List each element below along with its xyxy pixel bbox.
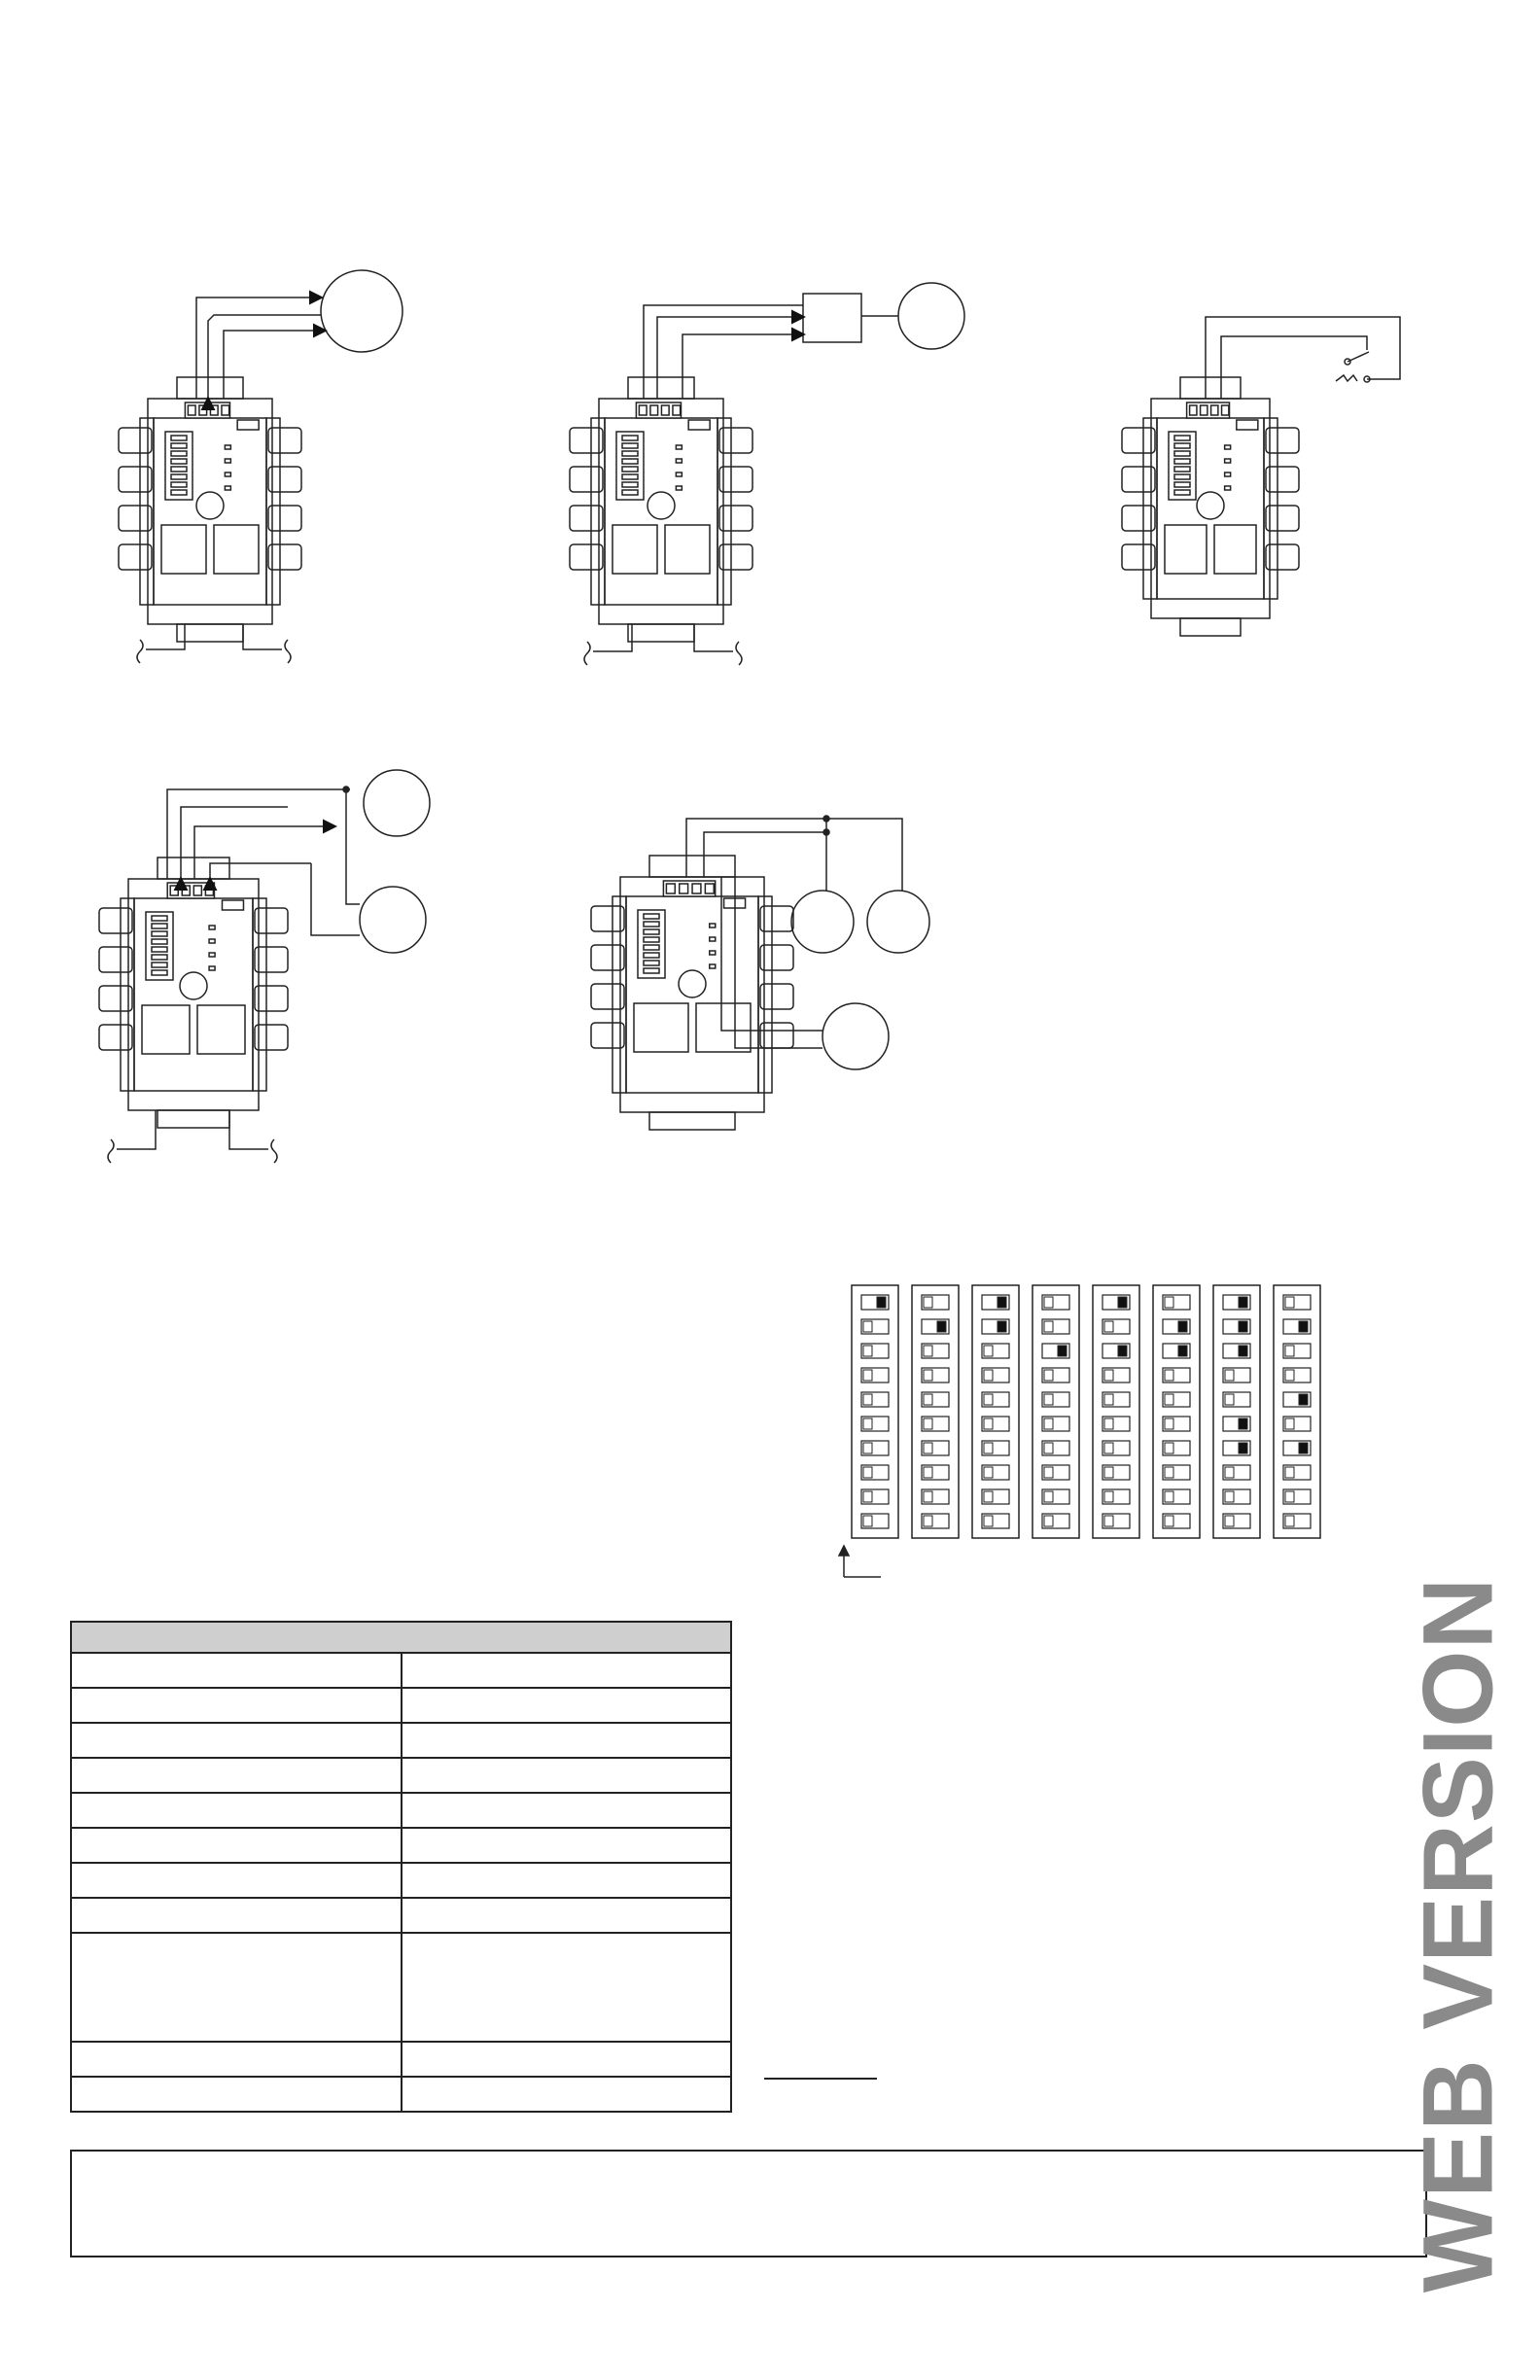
dip-switch-off bbox=[1044, 1491, 1053, 1502]
dip-switch-on bbox=[1178, 1346, 1187, 1356]
dip-switch bbox=[982, 1319, 1009, 1334]
dip-switch-off bbox=[1104, 1467, 1113, 1478]
sensor-circle-b bbox=[867, 891, 929, 953]
dip-switch bbox=[1163, 1392, 1190, 1407]
dip-switch-off bbox=[924, 1443, 932, 1453]
dip-switch-off bbox=[863, 1346, 872, 1356]
dip-switch bbox=[1042, 1514, 1069, 1528]
dip-switch bbox=[1042, 1319, 1069, 1334]
dip-switch bbox=[922, 1368, 949, 1382]
dip-switch-off bbox=[863, 1467, 872, 1478]
dip-switch bbox=[1163, 1368, 1190, 1382]
spec-label-cell bbox=[71, 2077, 402, 2112]
dip-switch bbox=[1042, 1344, 1069, 1358]
dip-switch-off bbox=[863, 1321, 872, 1332]
dip-switch-off bbox=[924, 1370, 932, 1381]
dip-switch bbox=[1163, 1319, 1190, 1334]
dip-switch-off bbox=[924, 1467, 932, 1478]
dip-switch bbox=[861, 1319, 889, 1334]
dip-switch-off bbox=[984, 1516, 993, 1526]
dip-column bbox=[1153, 1285, 1200, 1538]
dip-switch bbox=[861, 1465, 889, 1480]
dip-switch-on bbox=[998, 1297, 1006, 1308]
dip-switch-off bbox=[1044, 1370, 1053, 1381]
spec-label-cell bbox=[71, 1863, 402, 1898]
dip-switch-off bbox=[1104, 1394, 1113, 1405]
spec-value-cell bbox=[402, 1863, 732, 1898]
dip-switch-off bbox=[1165, 1516, 1173, 1526]
dip-switch bbox=[861, 1489, 889, 1504]
spec-label-cell bbox=[71, 1933, 402, 2042]
dip-switch bbox=[1223, 1417, 1250, 1431]
wiring-diagram-2 bbox=[570, 283, 964, 665]
dip-switch bbox=[1223, 1514, 1250, 1528]
dip-switch bbox=[982, 1368, 1009, 1382]
dip-switch-off bbox=[1104, 1516, 1113, 1526]
dip-switch bbox=[1102, 1344, 1130, 1358]
dip-switch-on bbox=[937, 1321, 946, 1332]
spec-value-cell bbox=[402, 1758, 732, 1793]
dip-switch bbox=[1042, 1368, 1069, 1382]
spec-label-cell bbox=[71, 1758, 402, 1793]
dip-switch bbox=[861, 1368, 889, 1382]
dip-switch bbox=[982, 1465, 1009, 1480]
dip-switch bbox=[1223, 1489, 1250, 1504]
inline-module bbox=[803, 294, 861, 342]
dip-switch-off bbox=[1225, 1491, 1234, 1502]
sensor-circle-b bbox=[360, 887, 426, 953]
footnote-rule bbox=[764, 2078, 877, 2080]
dip-switch-on bbox=[1239, 1443, 1247, 1453]
dip-switch bbox=[1223, 1465, 1250, 1480]
dip-switch bbox=[1223, 1319, 1250, 1334]
spec-label-cell bbox=[71, 1653, 402, 1688]
dip-switch bbox=[982, 1441, 1009, 1455]
dip-switch-off bbox=[924, 1346, 932, 1356]
spec-table-row bbox=[71, 1933, 731, 2042]
dip-switch-off bbox=[1044, 1394, 1053, 1405]
dip-switch bbox=[1283, 1368, 1311, 1382]
dip-switch bbox=[1283, 1441, 1311, 1455]
sensor-circle bbox=[321, 270, 402, 352]
dip-switch-on bbox=[1178, 1321, 1187, 1332]
dip-switch-off bbox=[1285, 1491, 1294, 1502]
dip-switch bbox=[1042, 1417, 1069, 1431]
dip-switch-off bbox=[1104, 1491, 1113, 1502]
dip-column bbox=[1032, 1285, 1079, 1538]
sensor-circle-a bbox=[791, 891, 854, 953]
dip-switch bbox=[1223, 1344, 1250, 1358]
spec-table-row bbox=[71, 1793, 731, 1828]
dip-switch-off bbox=[984, 1394, 993, 1405]
dip-switch-off bbox=[863, 1394, 872, 1405]
dip-switch-on bbox=[1058, 1346, 1067, 1356]
dip-switch bbox=[861, 1514, 889, 1528]
dip-switch-off bbox=[1104, 1443, 1113, 1453]
dip-switch-off bbox=[924, 1491, 932, 1502]
dip-switch-off bbox=[984, 1370, 993, 1381]
wiring-diagram-3 bbox=[1122, 317, 1400, 636]
dip-switch bbox=[1223, 1441, 1250, 1455]
dip-switch-off bbox=[1165, 1443, 1173, 1453]
dip-switch-off bbox=[924, 1418, 932, 1429]
spec-value-cell bbox=[402, 2042, 732, 2077]
dip-column bbox=[1213, 1285, 1260, 1538]
dip-switch-off bbox=[1285, 1297, 1294, 1308]
dip-switch bbox=[922, 1514, 949, 1528]
wiring-diagram-1 bbox=[119, 270, 402, 663]
spec-label-cell bbox=[71, 1688, 402, 1723]
dip-switch-off bbox=[924, 1297, 932, 1308]
spec-table-row bbox=[71, 1898, 731, 1933]
dip-switch bbox=[922, 1319, 949, 1334]
dip-switch-on bbox=[1239, 1346, 1247, 1356]
dip-switch-off bbox=[863, 1443, 872, 1453]
dip-switch bbox=[1102, 1465, 1130, 1480]
dip-switch-on bbox=[998, 1321, 1006, 1332]
dip-switch bbox=[1102, 1417, 1130, 1431]
dip-switch-off bbox=[1165, 1370, 1173, 1381]
spec-value-cell bbox=[402, 1688, 732, 1723]
dip-switch-off bbox=[924, 1516, 932, 1526]
dip-column bbox=[1093, 1285, 1139, 1538]
dip-switch-off bbox=[1285, 1467, 1294, 1478]
spec-table-row bbox=[71, 1723, 731, 1758]
dip-switch-off bbox=[984, 1467, 993, 1478]
dip-switch-off bbox=[1285, 1346, 1294, 1356]
spec-label-cell bbox=[71, 1828, 402, 1863]
dip-switch-off bbox=[1225, 1370, 1234, 1381]
dip-switch bbox=[1042, 1489, 1069, 1504]
spec-table bbox=[70, 1621, 732, 2113]
dip-switch bbox=[982, 1344, 1009, 1358]
dip-column bbox=[912, 1285, 959, 1538]
dip-switch-on bbox=[1239, 1297, 1247, 1308]
dip-switch bbox=[982, 1417, 1009, 1431]
dip-switch-off bbox=[863, 1370, 872, 1381]
dip-switch bbox=[1163, 1417, 1190, 1431]
dip-switch-off bbox=[984, 1346, 993, 1356]
dip-switch bbox=[922, 1344, 949, 1358]
dip-switch-off bbox=[1165, 1467, 1173, 1478]
dip-switch-on bbox=[1239, 1418, 1247, 1429]
dip-switch bbox=[1163, 1514, 1190, 1528]
sensor-circle bbox=[898, 283, 964, 349]
dip-switch bbox=[1102, 1441, 1130, 1455]
dip-switch-off bbox=[1225, 1394, 1234, 1405]
dip-switch-off bbox=[1285, 1370, 1294, 1381]
dip-switch-off bbox=[1044, 1418, 1053, 1429]
ground-symbol bbox=[1336, 375, 1357, 381]
spec-label-cell bbox=[71, 1723, 402, 1758]
dip-switch-off bbox=[1044, 1297, 1053, 1308]
dip-switch bbox=[861, 1441, 889, 1455]
spec-value-cell bbox=[402, 1933, 732, 2042]
dip-switch-off bbox=[1104, 1418, 1113, 1429]
dip-switch bbox=[922, 1295, 949, 1310]
dip-switch bbox=[1163, 1489, 1190, 1504]
dip-switch bbox=[1283, 1295, 1311, 1310]
dip-switch-off bbox=[984, 1491, 993, 1502]
dip-switch-off bbox=[924, 1394, 932, 1405]
sensor-circle-a bbox=[364, 770, 430, 836]
dip-switch bbox=[861, 1392, 889, 1407]
dip-switch-off bbox=[1225, 1516, 1234, 1526]
dip-switch-on bbox=[1299, 1321, 1308, 1332]
dip-switch bbox=[922, 1489, 949, 1504]
dip-switch bbox=[982, 1392, 1009, 1407]
dip-switch bbox=[1163, 1465, 1190, 1480]
dip-switch bbox=[1102, 1489, 1130, 1504]
spec-value-cell bbox=[402, 1793, 732, 1828]
spec-table-header bbox=[71, 1622, 731, 1653]
note-box bbox=[70, 2150, 1427, 2258]
dip-switch-off bbox=[1165, 1491, 1173, 1502]
dip-switch bbox=[861, 1295, 889, 1310]
dip-switch-off bbox=[863, 1418, 872, 1429]
dip-switch bbox=[1283, 1392, 1311, 1407]
dip-switch bbox=[861, 1417, 889, 1431]
dip-switch bbox=[1223, 1368, 1250, 1382]
spec-value-cell bbox=[402, 1653, 732, 1688]
dip-switch bbox=[922, 1392, 949, 1407]
dip-switch-on bbox=[1299, 1394, 1308, 1405]
dip-switch-off bbox=[1165, 1418, 1173, 1429]
dip-switch-off bbox=[1285, 1516, 1294, 1526]
spec-table-row bbox=[71, 1863, 731, 1898]
wiring-diagram-4 bbox=[99, 770, 430, 1163]
watermark bbox=[1400, 1575, 1517, 2294]
spec-value-cell bbox=[402, 2077, 732, 2112]
sensor-circle-c bbox=[822, 1003, 889, 1069]
dip-switch bbox=[1163, 1295, 1190, 1310]
dip-switch bbox=[1223, 1295, 1250, 1310]
dip-switch bbox=[922, 1441, 949, 1455]
dip-switch-off bbox=[984, 1443, 993, 1453]
spec-table-row bbox=[71, 1758, 731, 1793]
dip-switch bbox=[1163, 1344, 1190, 1358]
dip-switch-on bbox=[1239, 1321, 1247, 1332]
dip-switch bbox=[982, 1514, 1009, 1528]
dip-switch-on bbox=[1118, 1297, 1127, 1308]
spec-label-cell bbox=[71, 1793, 402, 1828]
spec-value-cell bbox=[402, 1898, 732, 1933]
spec-label-cell bbox=[71, 2042, 402, 2077]
dip-switch-off bbox=[1165, 1394, 1173, 1405]
dip-switch-off bbox=[1225, 1467, 1234, 1478]
dip-switch bbox=[1163, 1441, 1190, 1455]
spec-table-row bbox=[71, 2077, 731, 2112]
dip-switch bbox=[1102, 1368, 1130, 1382]
dip-switch bbox=[982, 1295, 1009, 1310]
dip-switch bbox=[861, 1344, 889, 1358]
dip-switch-off bbox=[1044, 1443, 1053, 1453]
dip-switch bbox=[1042, 1392, 1069, 1407]
spec-value-cell bbox=[402, 1828, 732, 1863]
spec-table-row bbox=[71, 1653, 731, 1688]
dip-switch-off bbox=[984, 1418, 993, 1429]
dip-switch bbox=[1102, 1319, 1130, 1334]
spec-label-cell bbox=[71, 1898, 402, 1933]
spec-table-row bbox=[71, 2042, 731, 2077]
dip-switch-off bbox=[1044, 1321, 1053, 1332]
spec-table-row bbox=[71, 1828, 731, 1863]
spec-table-row bbox=[71, 1688, 731, 1723]
dip-switch bbox=[1283, 1514, 1311, 1528]
dip-switch bbox=[1102, 1514, 1130, 1528]
wiring-diagram-5 bbox=[591, 816, 929, 1130]
dip-switch-on bbox=[877, 1297, 886, 1308]
dip-switch bbox=[1283, 1465, 1311, 1480]
dip-switch-off bbox=[1104, 1321, 1113, 1332]
dip-switch bbox=[1283, 1417, 1311, 1431]
dip-switch bbox=[1283, 1344, 1311, 1358]
dip-switch bbox=[1283, 1319, 1311, 1334]
dip-column bbox=[1274, 1285, 1320, 1538]
dip-switch bbox=[1042, 1465, 1069, 1480]
dip-switch-off bbox=[1044, 1467, 1053, 1478]
dip-switch-off bbox=[1165, 1297, 1173, 1308]
dip-switch bbox=[1042, 1295, 1069, 1310]
dip-column bbox=[852, 1285, 898, 1538]
dip-orientation-arrow bbox=[839, 1546, 881, 1577]
dip-switch bbox=[922, 1417, 949, 1431]
dip-switch bbox=[1283, 1489, 1311, 1504]
watermark-text: WEB VERSION bbox=[1402, 1576, 1514, 2293]
dip-switch bbox=[1102, 1295, 1130, 1310]
dip-column bbox=[972, 1285, 1019, 1538]
dip-switch bbox=[1102, 1392, 1130, 1407]
dip-switch bbox=[982, 1489, 1009, 1504]
dip-switch-off bbox=[1104, 1370, 1113, 1381]
dip-switch bbox=[1223, 1392, 1250, 1407]
dip-switch-off bbox=[863, 1516, 872, 1526]
dip-switch-off bbox=[1285, 1418, 1294, 1429]
dip-switch-off bbox=[863, 1491, 872, 1502]
dip-switch-off bbox=[1044, 1516, 1053, 1526]
dip-switch-on bbox=[1299, 1443, 1308, 1453]
spec-value-cell bbox=[402, 1723, 732, 1758]
dip-switch-on bbox=[1118, 1346, 1127, 1356]
dip-switch bbox=[922, 1465, 949, 1480]
dip-switch bbox=[1042, 1441, 1069, 1455]
